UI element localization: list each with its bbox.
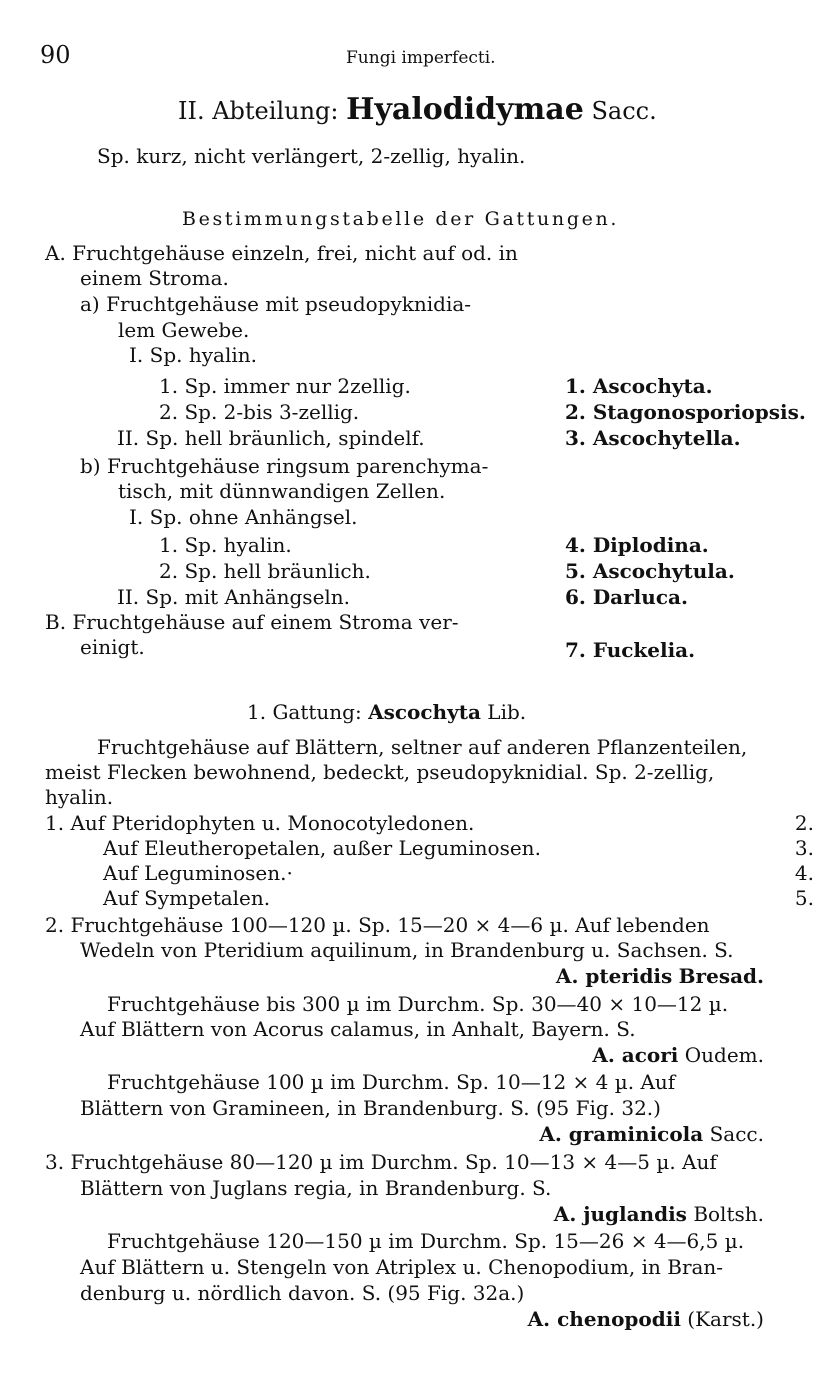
key-line: a) Fruchtgehäuse mit pseudopyknidia-	[80, 292, 472, 316]
section-name: Hyalodidymae	[346, 92, 584, 127]
species-binomial: A. acori	[592, 1043, 679, 1067]
species-entry-line: 3. Fruchtgehäuse 80—120 µ im Durchm. Sp. 10—13 × 4—5 µ. Auf	[45, 1150, 717, 1174]
species-entry-line: 2. Fruchtgehäuse 100—120 µ. Sp. 15—20 × 4—6 µ. Auf lebenden	[45, 913, 710, 937]
species-binomial: A. pteridis	[555, 964, 673, 988]
species-binomial: A. graminicola	[539, 1122, 704, 1146]
key-line: I. Sp. ohne Anhängsel.	[129, 505, 358, 529]
species-name	[556, 964, 764, 988]
species-name	[592, 1043, 764, 1067]
host-key-ref: 2.	[794, 811, 814, 835]
key-line: einem Stroma.	[80, 266, 229, 290]
section-prefix: II. Abteilung:	[178, 97, 339, 125]
genus-description-line: hyalin.	[45, 785, 114, 809]
key-line: tisch, mit dünnwandigen Zellen.	[118, 479, 446, 503]
key-line: b) Fruchtgehäuse ringsum parenchyma-	[80, 454, 489, 478]
species-author: Bresad.	[678, 964, 764, 988]
key-line: B. Fruchtgehäuse auf einem Stroma ver-	[45, 610, 459, 634]
species-name	[554, 1202, 764, 1226]
species-entry-line: Auf Blättern u. Stengeln von Atriplex u. Chenopodium, in Bran-	[80, 1255, 724, 1279]
genus-result: 6. Darluca.	[565, 585, 688, 609]
species-entry-line: Fruchtgehäuse 100 µ im Durchm. Sp. 10—12 × 4 µ. Auf	[107, 1070, 676, 1094]
genus-author: Lib.	[487, 700, 527, 724]
species-entry-line: Auf Blättern von Acorus calamus, in Anhalt, Bayern. S.	[80, 1017, 636, 1041]
species-binomial: A. juglandis	[553, 1202, 687, 1226]
species-entry-line: Blättern von Gramineen, in Brandenburg. S. (95 Fig. 32.)	[80, 1096, 661, 1120]
species-entry-line: Fruchtgehäuse 120—150 µ im Durchm. Sp. 15—26 × 4—6,5 µ.	[107, 1229, 745, 1253]
key-line: einigt.	[80, 635, 145, 659]
species-entry-line: denburg u. nördlich davon. S. (95 Fig. 32a.)	[80, 1281, 525, 1305]
species-binomial: A. chenopodii	[527, 1307, 681, 1331]
host-key-line: 1. Auf Pteridophyten u. Monocotyledonen.	[45, 811, 475, 835]
key-line: I. Sp. hyalin.	[129, 343, 257, 367]
genus-description-line: meist Flecken bewohnend, bedeckt, pseudopyknidial. Sp. 2-zellig,	[45, 760, 715, 784]
species-entry-line: Fruchtgehäuse bis 300 µ im Durchm. Sp. 30—40 × 10—12 µ.	[107, 992, 729, 1016]
host-key-ref: 4.	[794, 861, 814, 885]
key-line: lem Gewebe.	[118, 318, 250, 342]
genus-prefix: 1. Gattung:	[247, 700, 362, 724]
genus-description-line: Fruchtgehäuse auf Blättern, seltner auf anderen Pflanzenteilen,	[97, 735, 748, 759]
key-line: II. Sp. hell bräunlich, spindelf.	[117, 426, 425, 450]
genus-result: 1. Ascochyta.	[565, 374, 713, 398]
genus-result: 7. Fuckelia.	[565, 638, 696, 662]
key-line: A. Fruchtgehäuse einzeln, frei, nicht auf od. in	[45, 241, 518, 265]
host-key-line: Auf Eleutheropetalen, außer Leguminosen.	[103, 836, 541, 860]
species-author: Oudem.	[684, 1043, 764, 1067]
genus-result: 4. Diplodina.	[565, 533, 709, 557]
key-line: 1. Sp. hyalin.	[159, 533, 292, 557]
genus-result: 5. Ascochytula.	[565, 559, 735, 583]
genus-name: Ascochyta	[368, 700, 481, 724]
section-author: Sacc.	[591, 97, 657, 125]
species-author: (Karst.)	[687, 1307, 764, 1331]
key-heading: Bestimmungstabelle der Gattungen.	[182, 208, 620, 230]
host-key-line: Auf Leguminosen.·	[103, 861, 293, 885]
genus-result: 2. Stagonosporiopsis.	[565, 400, 806, 424]
host-key-ref: 3.	[794, 836, 814, 860]
running-title: Fungi imperfecti.	[346, 48, 496, 68]
host-key-ref: 5.	[794, 886, 814, 910]
section-description: Sp. kurz, nicht verlängert, 2-zellig, hyalin.	[97, 144, 526, 168]
species-author: Sacc.	[709, 1122, 764, 1146]
page-number: 90	[40, 41, 71, 69]
species-entry-line: Wedeln von Pteridium aquilinum, in Brandenburg u. Sachsen. S.	[80, 938, 734, 962]
key-line: II. Sp. mit Anhängseln.	[117, 585, 351, 609]
species-author: Boltsh.	[693, 1202, 764, 1226]
key-line: 2. Sp. 2-bis 3-zellig.	[159, 400, 360, 424]
species-name	[539, 1122, 764, 1146]
species-name	[528, 1307, 764, 1331]
section-title	[178, 92, 657, 129]
key-line: 1. Sp. immer nur 2zellig.	[159, 374, 411, 398]
key-line: 2. Sp. hell bräunlich.	[159, 559, 371, 583]
genus-result: 3. Ascochytella.	[565, 426, 741, 450]
species-entry-line: Blättern von Juglans regia, in Brandenburg. S.	[80, 1176, 552, 1200]
genus-heading	[247, 700, 526, 724]
host-key-line: Auf Sympetalen.	[103, 886, 271, 910]
